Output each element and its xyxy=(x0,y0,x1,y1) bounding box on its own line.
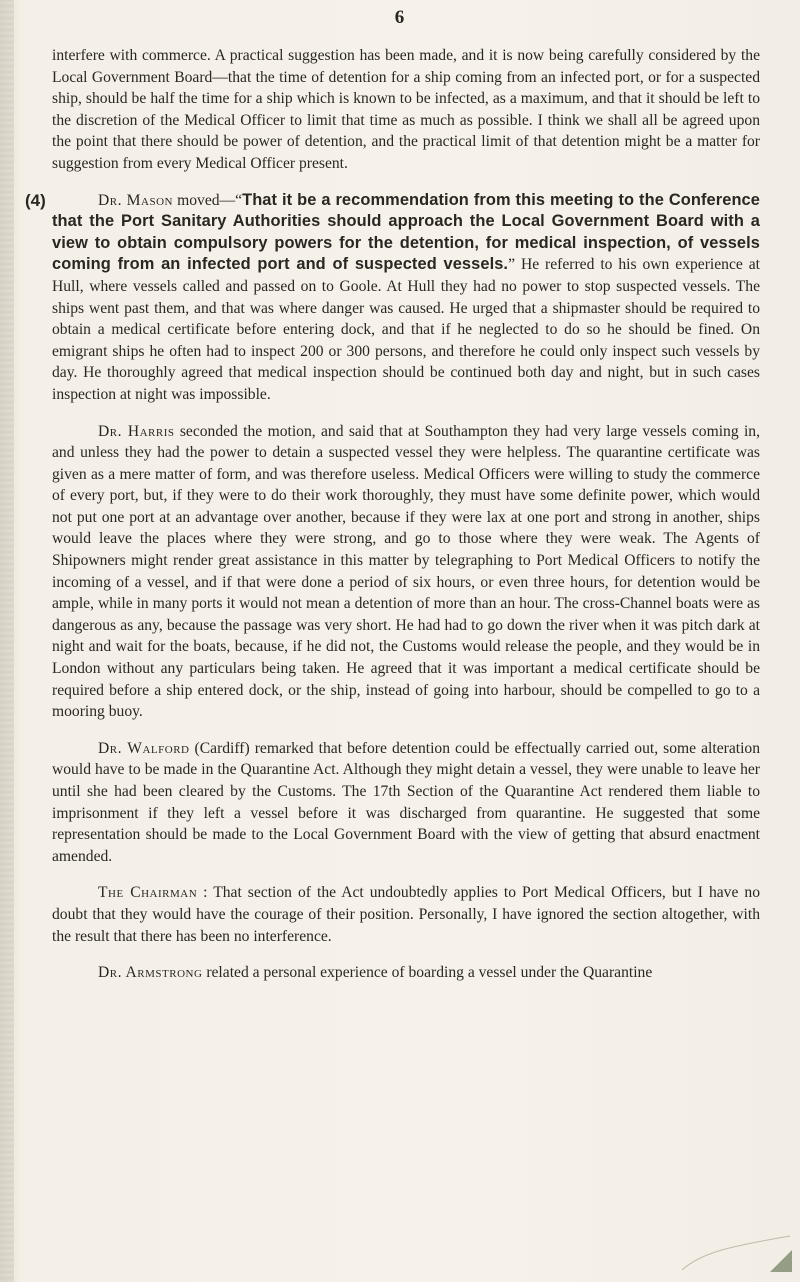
speaker-name: Dr. Harris xyxy=(98,422,175,440)
binding-edge xyxy=(0,0,14,1282)
paragraph-motion xyxy=(25,190,760,406)
paragraph-text: seconded the motion, and said that at Southampton they had very large vessels coming in, and unless they had the power to detain a suspected vessel they were helpless. The quarantine certificate was given as a mere matter of form, and was therefore useless. Medical Officers were willing to study the commerce of every port, but, if they were to do their work thoroughly, they must have some definite power, which would not put one port at an advantage over another, because if they were lax at one port and strong in another, ships would leave the places where they were strong, and go to those where they were weak. The Agents of Shipowners might render great assistance in this matter by telegraphing to Port Medical Officers to notify the incoming of a vessel, and if that were done a period of six hours, or even three hours, for detention would be ample, while in many ports it would not mean a detention of more than an hour. The cross-Channel boats were as dangerous as any, because the passage was very short. He had had to go down the river when it was pitch dark at night and wait for the boats, because, if he did not, the Customs would release the people, and they would be in London without any particulars being taken. He agreed that it was important a medical certificate should be required before a ship entered dock, or the ship, instead of going into harbour, should be compelled to go to a mooring buoy. xyxy=(52,422,760,721)
paragraph-chairman xyxy=(52,882,760,947)
speaker-name: Dr. Armstrong xyxy=(98,964,203,982)
page-number: 6 xyxy=(394,7,406,28)
paragraph-text: (Cardiff) remarked that before detention could be effectually carried out, some alteration would have to be made in the Quarantine Act. Although they might detain a vessel, they were unable to leave her until she had been cleared by the Customs. The 17th Section of the Quarantine Act rendered them liable to imprisonment if they left a vessel before it was discharged from quarantine. He suggested that some representation should be made to the Local Government Board with the view of getting that absurd enactment amended. xyxy=(52,739,760,865)
paragraph-continuation xyxy=(52,45,760,175)
paragraph-harris xyxy=(52,421,760,723)
motion-number: (4) xyxy=(25,190,46,210)
paragraph-text: : That section of the Act undoubtedly applies to Port Medical Officers, but I have no doubt that they would have the courage of their position. Personally, I have ignored the section altogether, with the result that there has been no interference. xyxy=(52,884,760,945)
paragraph-walford xyxy=(52,738,760,868)
speaker-name: Dr. Mason xyxy=(98,191,173,209)
page-corner-stain xyxy=(672,1232,792,1272)
paragraph-armstrong xyxy=(52,962,760,984)
speaker-name: The Chairman xyxy=(98,884,198,902)
paragraph-text: interfere with commerce. A practical suggestion has been made, and it is now being carefully considered by the Local Government Board—that the time of detention for a ship coming from an infected port, or for a suspected ship, should be half the time for a ship which is known to be infected, as a maximum, and that it should be left to the discretion of the Medical Officer to limit that time as much as possible. I think we shall all be agreed upon the point that there should be power of detention, and the practical limit of that detention might be a matter for suggestion from every Medical Officer present. xyxy=(52,47,760,172)
resolution-text: That it be a recommendation from this meeting to the Conference that the Port Sanitary Authorities should approach the Local Government Board with a view to obtain compulsory powers for the detention, for medical inspection, of vessels coming from an infected port and of suspected vessels. xyxy=(52,190,760,274)
motion-lead: moved—“ xyxy=(172,191,243,209)
document-body xyxy=(25,45,760,999)
paragraph-text: related a personal experience of boarding a vessel under the Quarantine xyxy=(202,964,653,982)
speaker-name: Dr. Walford xyxy=(98,739,190,757)
paragraph-text: ” He referred to his own experience at Hull, where vessels called and passed on to Goole. At Hull they had no power to stop suspected vessels. The ships went past them, and that was where danger was caused. He urged that a shipmaster should be required to obtain a medical certificate before entering dock, and that if he neglected to do so he should be fined. On emigrant ships he often had to inspect 200 or 300 persons, and therefore he could only inspect such vessels by day. He thoroughly agreed that medical inspection should be continued both day and night, but in such cases inspection at night was impossible. xyxy=(52,256,760,403)
